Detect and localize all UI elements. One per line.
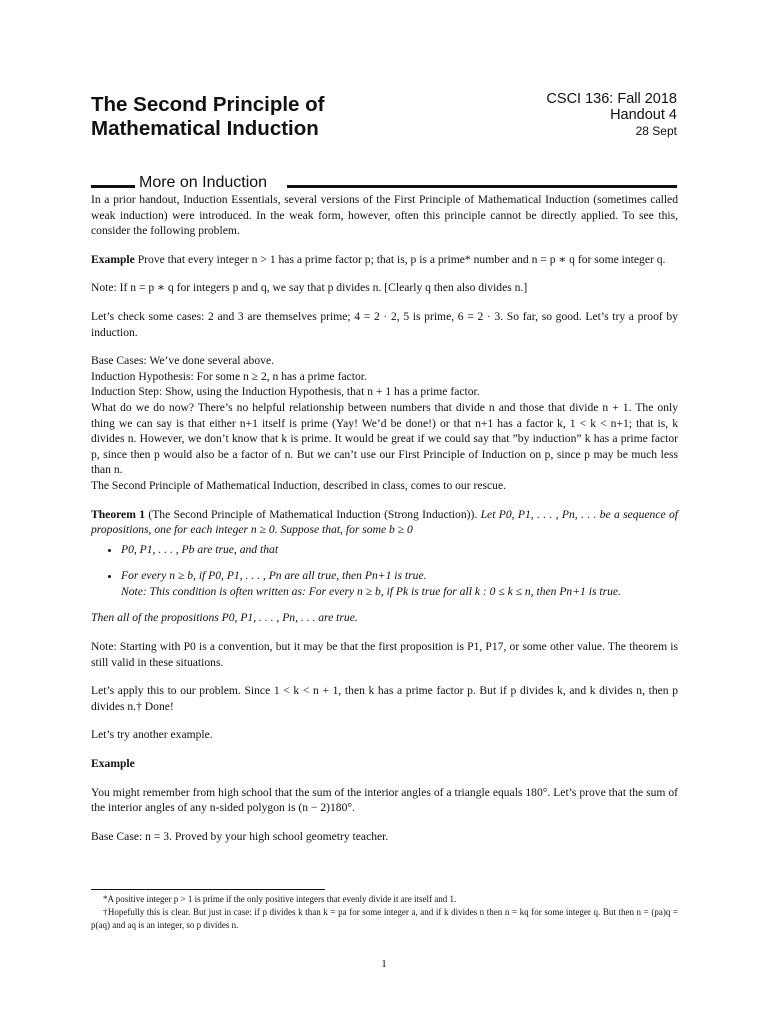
footnote-1: *A positive integer p > 1 is prime if the only positive integers that evenly divide it are itself and 1. — [103, 894, 457, 904]
theorem-label: Theorem 1 — [91, 507, 145, 521]
section-rule-right — [287, 185, 677, 188]
rescue-line: The Second Principle of Mathematical Induction, described in class, comes to our rescue. — [91, 478, 506, 492]
step-line: Induction Step: Show, using the Induction Hypothesis, that n + 1 has a prime factor. — [91, 385, 480, 399]
section-rule-left — [91, 185, 135, 188]
theorem-name: (The Second Principle of Mathematical Induction (Strong Induction)). — [148, 507, 478, 521]
section-title: More on Induction — [139, 174, 268, 191]
triangle-paragraph: You might remember from high school that the sum of the interior angles of a triangle equals 180°. Let’s prove that the sum of the interior angles of any n-sided polygon is (n − 2)180°. — [91, 785, 678, 815]
condition-1: P0, P1, . . . , Pb are true, and that — [121, 542, 279, 556]
hypothesis-line: Induction Hypothesis: For some n ≥ 2, n has a prime factor. — [91, 369, 367, 383]
page-title — [91, 93, 325, 141]
list-item — [121, 568, 678, 599]
course-info — [546, 91, 677, 139]
base-case-2-line: Base Case: n = 3. Proved by your high school geometry teacher. — [91, 829, 389, 843]
example-1-text: Prove that every integer n > 1 has a prime factor p; that is, p is a prime* number and n = p ∗ q for some integer q. — [137, 252, 666, 266]
list-item — [121, 542, 678, 558]
title-line-1: The Second Principle of — [91, 93, 325, 116]
title-line-2: Mathematical Induction — [91, 117, 319, 140]
example-1-paragraph — [91, 252, 678, 268]
theorem-conditions-list — [91, 542, 678, 600]
handout-number: Handout 4 — [610, 107, 677, 123]
theorem-paragraph — [91, 507, 678, 538]
intro-paragraph: In a prior handout, Induction Essentials, several versions of the First Principle of Mathematical Induction (sometimes called weak induction) were introduced. In the weak form, however, often this principle cannot be directly applied. To see this, consider the following problem. — [91, 193, 678, 238]
cases-paragraph: Let’s check some cases: 2 and 3 are themselves prime; 4 = 2 · 2, 5 is prime, 6 = 2 · 3. So far, so good. Let’s try a proof by induction. — [91, 309, 678, 339]
another-example-line: Let’s try another example. — [91, 728, 213, 742]
course-name: CSCI 136: Fall 2018 — [546, 91, 677, 107]
theorem-text: Let P0, P1, . . . , Pn, . . . be a sequence of propositions, one for each integer n ≥ 0. Suppose that, for some b ≥ 0 — [91, 507, 678, 537]
footnotes — [91, 893, 678, 932]
section-header — [91, 174, 677, 194]
apply-paragraph: Let’s apply this to our problem. Since 1 < k < n + 1, then k has a prime factor p. But if p divides k, and k divides n, then p divides n.† Done! — [91, 684, 678, 713]
document-body — [91, 192, 678, 857]
footnote-divider — [91, 889, 325, 890]
footnote-2: †Hopefully this is clear. But just in case: if p divides k than k = pa for some integer a, and if k divides n then n = kq for some integer q. But then n = (pa)q = p(aq) and aq is an integer, so p divides n. — [91, 907, 678, 930]
example-1-label: Example — [91, 252, 135, 266]
discussion-paragraph: What do we do now? There’s no helpful relationship between numbers that divide n and those that divide n + 1. The only thing we can say is that either n+1 itself is prime (Yay! We’d be done!) or that n+1 has a factor k, 1 < k < n+1; that is, k divides n. However, we don’t know that k is prime. It would be great if we could say that ”by induction” k has a prime factor p, since then p would also be a factor of n. But we can’t use our First Principle of Induction on p, since p may be much less than n. — [91, 400, 678, 477]
condition-2-note: Note: This condition is often written as: For every n ≥ b, if Pk is true for all k : 0 ≤ k ≤ n, then Pn+1 is true. — [121, 584, 621, 598]
page-number: 1 — [381, 958, 387, 970]
note-2-paragraph: Note: Starting with P0 is a convention, but it may be that the first proposition is P1, P17, or some other value. The theorem is still valid in these situations. — [91, 640, 678, 669]
note-1-paragraph: Note: If n = p ∗ q for integers p and q, we say that p divides n. [Clearly q then also divides n.] — [91, 281, 528, 295]
theorem-conclusion — [91, 610, 678, 626]
base-cases-line: Base Cases: We’ve done several above. — [91, 354, 274, 368]
conclusion-text: Then all of the propositions P0, P1, . . . , Pn, . . . are true. — [91, 611, 358, 625]
handout-date: 28 Sept — [635, 124, 677, 138]
example-2-label: Example — [91, 757, 135, 771]
condition-2: For every n ≥ b, if P0, P1, . . . , Pn are all true, then Pn+1 is true. — [121, 569, 427, 583]
